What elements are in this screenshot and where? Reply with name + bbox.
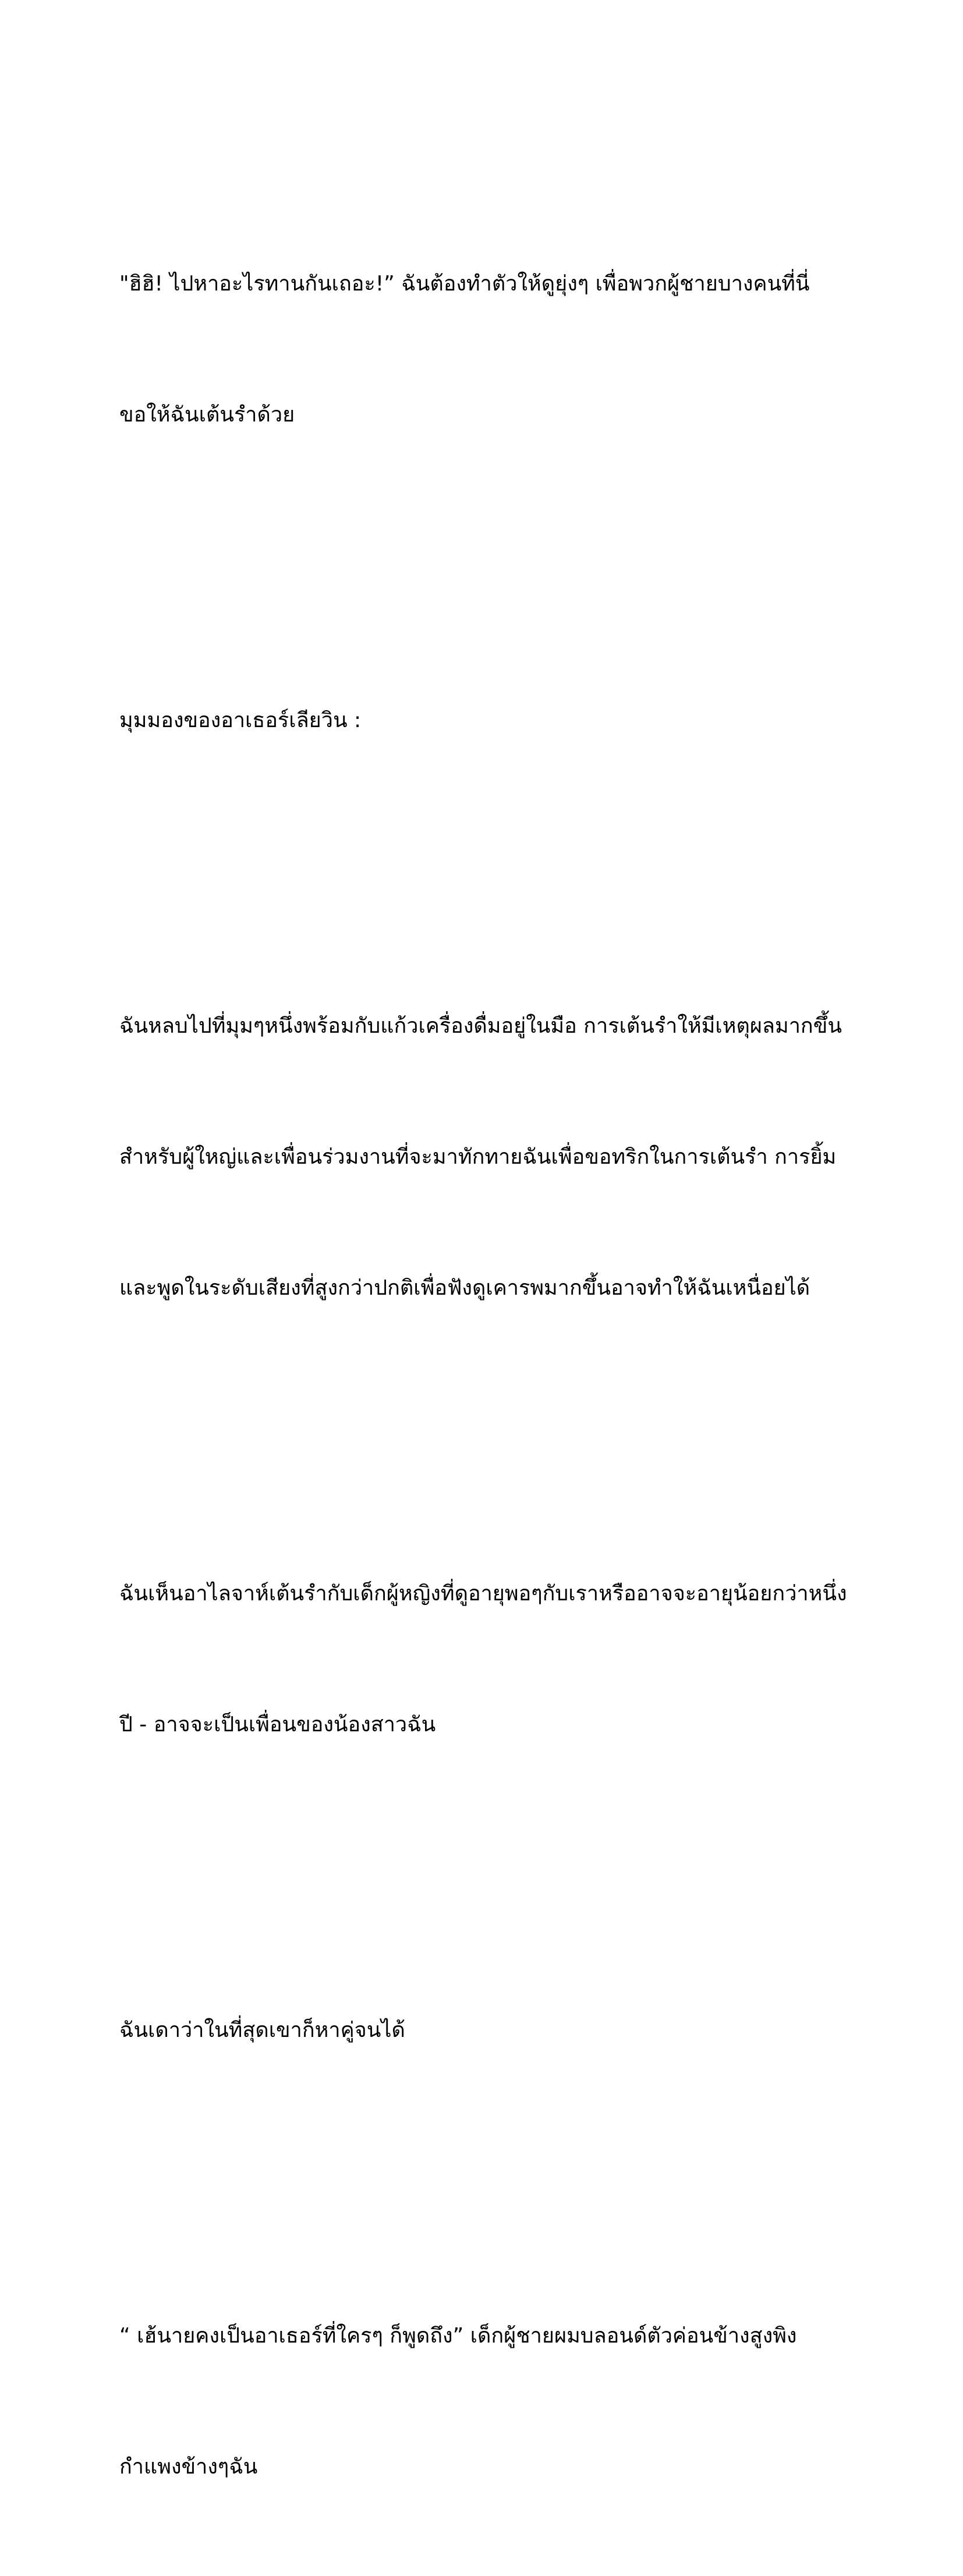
paragraph-narration-1 [119, 917, 870, 1397]
text-line: ปี - อาจจะเป็นเพื่อนของน้องสาวฉัน [119, 1713, 436, 1737]
text-line: กำแพงข้างๆฉัน [119, 2455, 258, 2479]
paragraph-gap [119, 830, 870, 917]
text-line: ฉันเห็นอาไลจาห์เต้นรำกับเด็กผู้หญิงที่ดูอายุพอๆกับเราหรืออาจจะอายุน้อยกว่าหนึ่ง [119, 1582, 847, 1606]
text-line: "ฮิฮิ! ไปหาอะไรทานกันเถอะ!” ฉันต้องทำตัวให้ดูยุ่งๆ เพื่อพวกผู้ชายบางคนที่นี่ [119, 272, 810, 296]
paragraph-narration-2 [119, 1484, 870, 1834]
text-line: และพูดในระดับเสียงที่สูงกว่าปกติเพื่อฟังดูเคารพมากขึ้นอาจทำให้ฉันเหนื่อยได้ [119, 1276, 810, 1300]
text-line: ฉันหลบไปที่มุมๆหนึ่งพร้อมกับแก้วเครื่องดื่มอยู่ในมือ การเต้นรำให้มีเหตุผลมากขึ้น [119, 1014, 842, 1038]
paragraph-gap [119, 524, 870, 611]
text-line: ขอให้ฉันเต้นรำด้วย [119, 403, 295, 427]
paragraph-dialogue-1 [119, 175, 870, 524]
paragraph-dialogue-2 [119, 2227, 870, 2576]
text-line: ฉันเดาว่าในที่สุดเขาก็หาคู่จนได้ [119, 2018, 405, 2042]
paragraph-gap [119, 1834, 870, 1921]
text-line: มุมมองของอาเธอร์เลียวิน : [119, 708, 362, 732]
paragraph-pov-heading [119, 611, 870, 830]
text-line: “ เฮ้นายคงเป็นอาเธอร์ที่ใครๆ ก็พูดถึง” เด็กผู้ชายผมบลอนด์ตัวค่อนข้างสูงพิง [119, 2324, 797, 2348]
paragraph-narration-3 [119, 1921, 870, 2139]
paragraph-gap [119, 1397, 870, 1484]
document-body [119, 175, 870, 2576]
paragraph-gap [119, 2139, 870, 2227]
text-line: สำหรับผู้ใหญ่และเพื่อนร่วมงานที่จะมาทักทายฉันเพื่อขอทริกในการเต้นรำ การยิ้ม [119, 1145, 837, 1169]
